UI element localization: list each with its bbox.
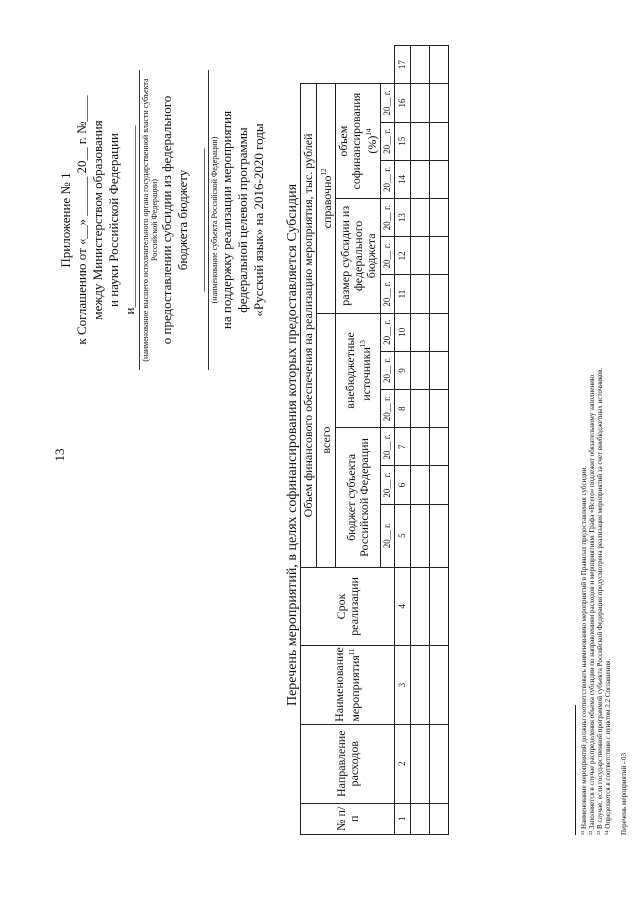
appendix-line: и____________________________ <box>122 125 137 315</box>
column-number: 8 <box>395 390 411 428</box>
column-number: 9 <box>395 351 411 389</box>
header-budget: бюджет субъекта Российской Федерации <box>336 428 381 567</box>
column-number: 10 <box>395 313 411 351</box>
appendix-line: Приложение № 1 <box>58 172 73 268</box>
document-id: Перечень мероприятий - 03 <box>620 752 628 835</box>
column-number-row <box>395 46 411 835</box>
column-number: 12 <box>395 237 411 275</box>
appendix-line: бюджета бюджету <box>175 169 190 271</box>
footnote: ¹² Заполняется в случае распределения объема субсидии по направлениям расходов и мероприятиям. Графа «Всего» подлежит обязательному заполнению. <box>588 373 596 835</box>
column-number: 17 <box>395 46 411 84</box>
year-cell: 20__ г. <box>381 351 395 389</box>
appendix-line: и науки Российской Федерации <box>106 133 121 308</box>
footnotes <box>580 35 612 835</box>
events-table <box>300 45 449 835</box>
appendix-line: к Соглашению от «__» ______ 20__ г. №____ <box>74 95 89 345</box>
column-number: 5 <box>395 504 411 567</box>
table-title: Перечень мероприятий, в целях софинансирования которых предоставляется Субсидия <box>285 183 300 707</box>
column-number: 1 <box>395 803 411 834</box>
appendix-line: «Русский язык» на 2016-2020 годы <box>251 123 266 317</box>
column-number: 7 <box>395 428 411 466</box>
header-volume: Объем финансового обеспечения на реализацию мероприятия, тыс. рублей <box>301 84 317 567</box>
page-number: 13 <box>52 448 67 462</box>
column-number: 4 <box>395 567 411 646</box>
header-event: Наименование мероприятия$^{11}$ <box>301 646 395 725</box>
header-group-ref: справочно$^{12}$ <box>317 84 336 313</box>
column-number: 14 <box>395 160 411 198</box>
header-cofin: объем софинансирования (%)$^{14}$ <box>336 84 381 199</box>
header-direction: Направление расходов <box>301 724 395 803</box>
column-number: 6 <box>395 466 411 504</box>
appendix-line: между Министерством образования <box>90 120 105 320</box>
year-cell: 20__ г. <box>381 199 395 237</box>
column-number: 3 <box>395 646 411 725</box>
column-number: 13 <box>395 199 411 237</box>
table-row <box>411 46 430 835</box>
footnote: ¹¹ Наименование мероприятий должны соответствовать наименованию мероприятий в Правилах предоставления субсидии. <box>580 465 588 835</box>
year-cell: 20__ г. <box>381 160 395 198</box>
column-number: 16 <box>395 84 411 122</box>
header-term: Срок реализации <box>301 567 395 646</box>
year-cell: 20__ г. <box>381 122 395 160</box>
year-cell: 20__ г. <box>381 237 395 275</box>
table-row <box>430 46 449 835</box>
footnote-divider <box>575 705 576 835</box>
appendix-caption: (наименование высшего исполнительного органа государственной власти субъекта Российской Федерации) <box>139 70 159 370</box>
year-cell: 20__ г. <box>381 504 395 567</box>
column-number: 11 <box>395 275 411 313</box>
header-num: № п/п <box>301 803 395 834</box>
header-extra: внебюджетные источники$^{13}$ <box>336 313 381 428</box>
year-cell: 20__ г. <box>381 313 395 351</box>
appendix-line: федеральной целевой программы <box>235 127 250 313</box>
appendix-line: ______________________ <box>191 148 206 292</box>
appendix-line: на поддержку реализации мероприятия <box>219 110 234 330</box>
header-subsidy: размер субсидии из федерального бюджета <box>336 199 381 314</box>
year-cell: 20__ г. <box>381 428 395 466</box>
year-cell: 20__ г. <box>381 84 395 122</box>
appendix-line: о предоставлении субсидии из федерального <box>159 95 174 345</box>
appendix-header <box>58 50 267 390</box>
column-number: 2 <box>395 724 411 803</box>
year-cell: 20__ г. <box>381 466 395 504</box>
year-cell: 20__ г. <box>381 275 395 313</box>
footnote: ¹⁴ Определяется в соответствии с пунктом 2.2 Соглашения. <box>604 658 612 835</box>
header-group-total: всего <box>317 313 336 567</box>
appendix-caption: (наименование субъекта Российской Федерации) <box>208 70 219 370</box>
year-cell: 20__ г. <box>381 390 395 428</box>
footnote: ¹³ В случае, если государственной программой субъекта Российской Федерации предусмотрена реализация мероприятий за счет внебюджетных источников. <box>596 367 604 835</box>
column-number: 15 <box>395 122 411 160</box>
